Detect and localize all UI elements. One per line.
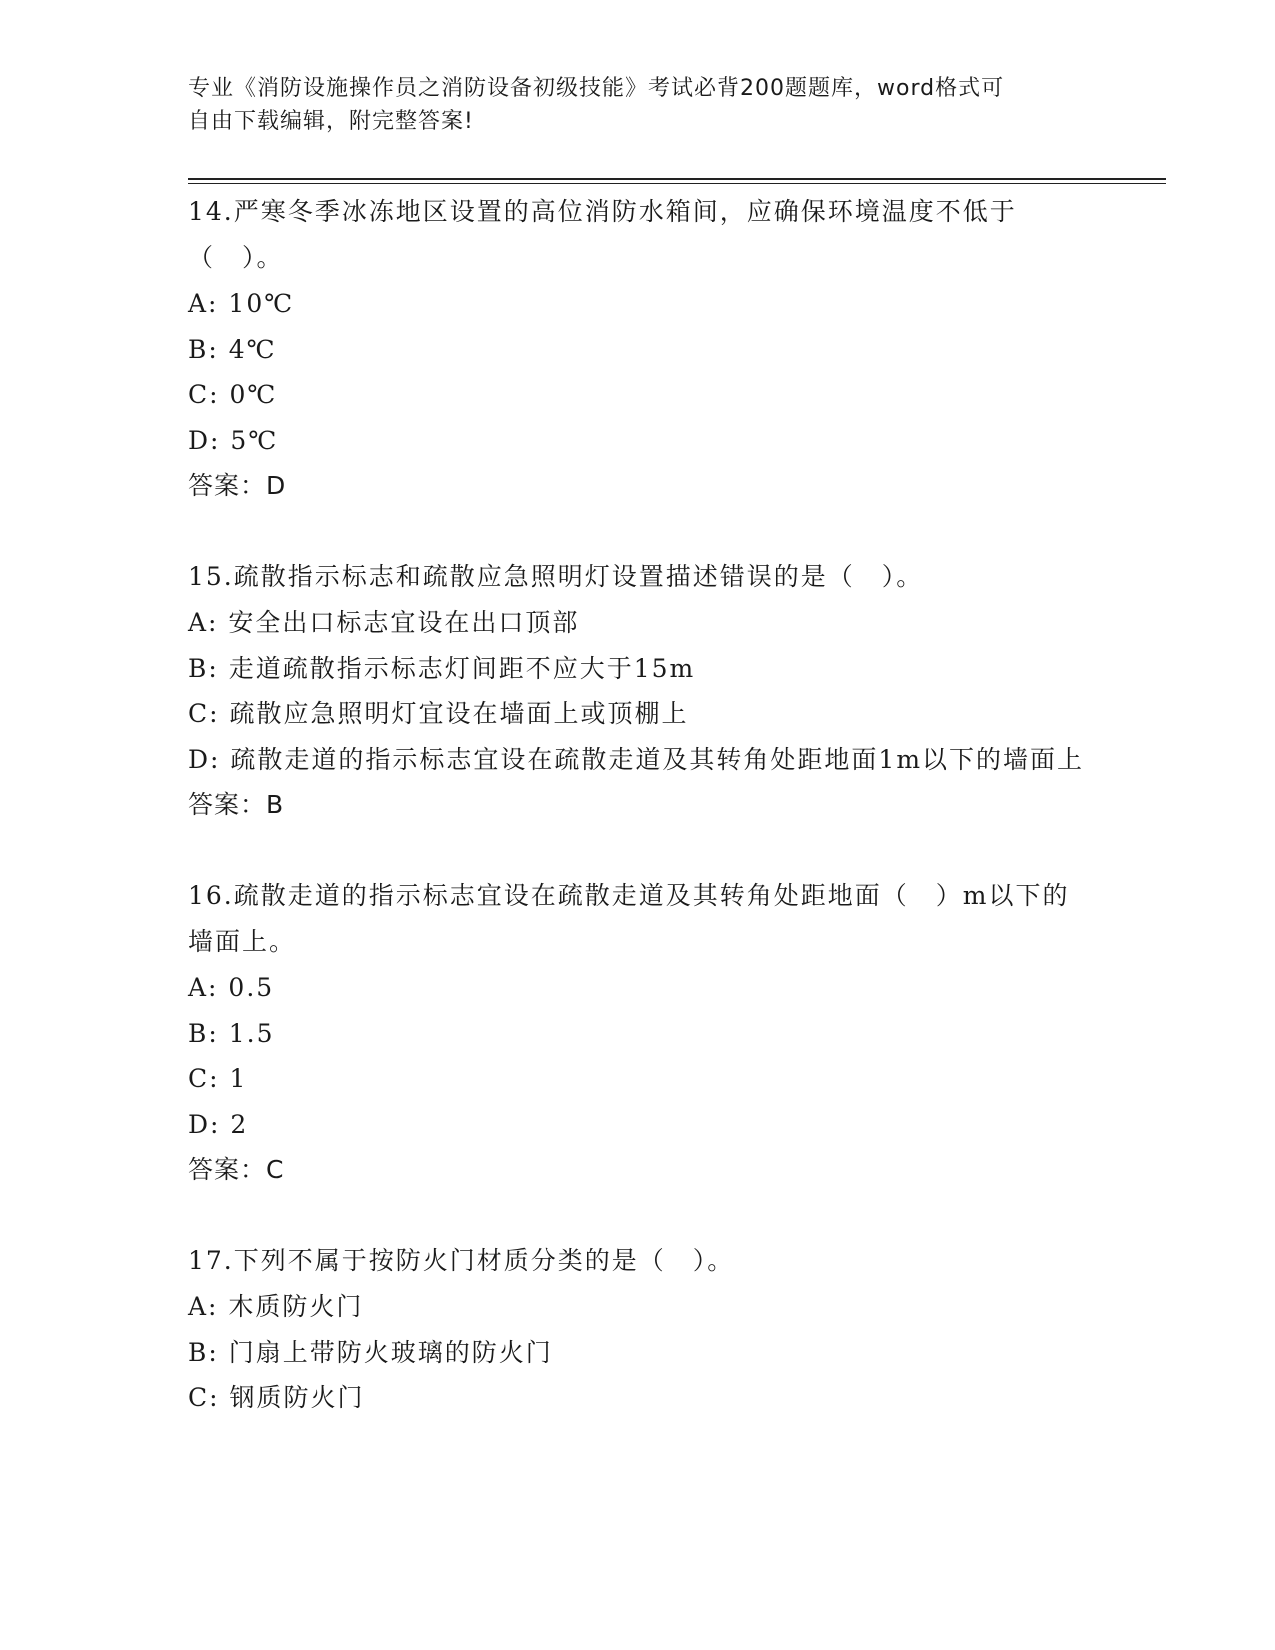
option-a: A: 0.5	[188, 973, 275, 1002]
question-stem: 15.疏散指示标志和疏散应急照明灯设置描述错误的是（ ）。	[188, 562, 924, 591]
question-14	[188, 189, 1088, 509]
question-stem: 14.严寒冬季冰冻地区设置的高位消防水箱间，应确保环境温度不低于（ ）。	[188, 197, 1017, 272]
option-a: A: 10℃	[188, 289, 295, 318]
option-a: A: 安全出口标志宜设在出口顶部	[188, 608, 580, 637]
header-divider-thin	[188, 183, 1166, 184]
option-c: C: 1	[188, 1064, 248, 1093]
option-c: C: 钢质防火门	[188, 1383, 365, 1412]
option-d: D: 5℃	[188, 425, 279, 455]
answer-line: 答案：B	[188, 790, 285, 819]
option-c: C: 疏散应急照明灯宜设在墙面上或顶棚上	[188, 699, 689, 728]
option-d: D: 疏散走道的指示标志宜设在疏散走道及其转角处距地面1m以下的墙面上	[188, 744, 1085, 774]
option-b: B: 门扇上带防火玻璃的防火门	[188, 1337, 553, 1367]
header-line-1: 专业《消防设施操作员之消防设备初级技能》考试必背200题题库，word格式可	[188, 76, 1005, 101]
question-stem: 16.疏散走道的指示标志宜设在疏散走道及其转角处距地面（ ）m以下的墙面上。	[188, 881, 1070, 956]
answer-line: 答案：C	[188, 1155, 285, 1184]
option-c: C: 0℃	[188, 380, 278, 409]
question-stem: 17.下列不属于按防火门材质分类的是（ ）。	[188, 1246, 735, 1275]
option-d: D: 2	[188, 1109, 249, 1139]
option-b: B: 1.5	[188, 1018, 275, 1048]
header-divider-thick	[188, 178, 1166, 180]
answer-line: 答案：D	[188, 471, 287, 500]
question-list	[188, 189, 1088, 1466]
question-16	[188, 873, 1088, 1193]
question-15	[188, 554, 1088, 828]
header-line-2: 自由下载编辑，附完整答案!	[188, 109, 474, 134]
option-b: B: 4℃	[188, 334, 277, 364]
option-b: B: 走道疏散指示标志灯间距不应大于15m	[188, 653, 696, 683]
document-header	[188, 72, 1068, 138]
question-17	[188, 1238, 1088, 1421]
option-a: A: 木质防火门	[188, 1292, 364, 1321]
